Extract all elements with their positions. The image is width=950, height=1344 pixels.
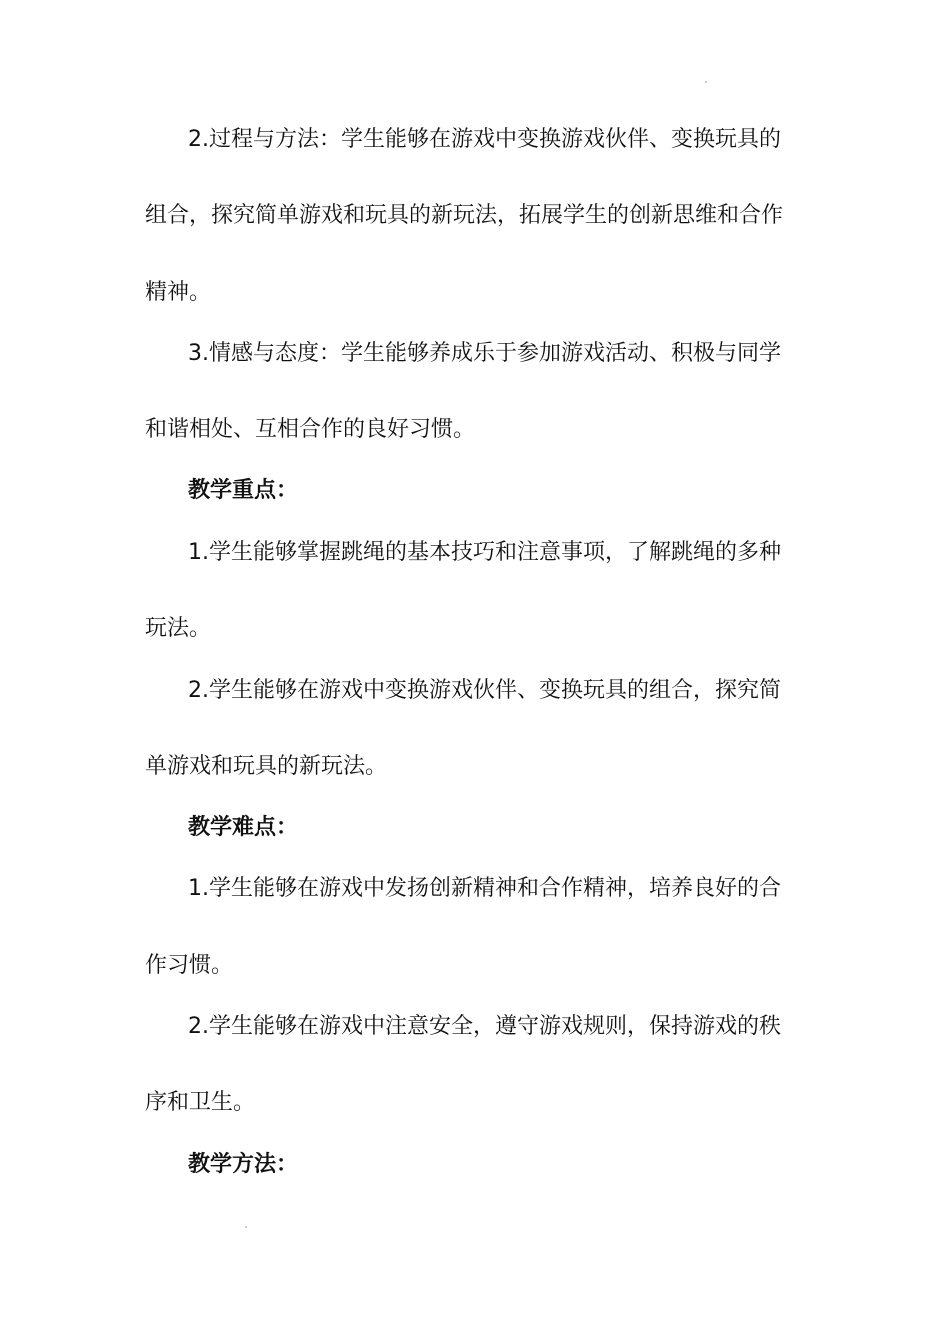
heading-teaching-focus: 教学重点： [188, 478, 299, 503]
paragraph-process-method-line-2: 组合，探究简单游戏和玩具的新玩法，拓展学生的创新思维和合作 [145, 203, 784, 228]
paragraph-difficulty-2-line-2: 序和卫生。 [145, 1090, 256, 1115]
scan-dot-bottom [245, 1226, 247, 1228]
paragraph-difficulty-1-line-1: 1.学生能够在游戏中发扬创新精神和合作精神，培养良好的合 [188, 876, 781, 901]
paragraph-emotion-attitude-line-2: 和谐相处、互相合作的良好习惯。 [145, 417, 476, 442]
paragraph-focus-1-line-2: 玩法。 [145, 616, 212, 641]
paragraph-focus-2-line-2: 单游戏和玩具的新玩法。 [145, 754, 388, 779]
paragraph-process-method-line-3: 精神。 [145, 280, 212, 305]
scan-dot-top [705, 81, 707, 83]
paragraph-emotion-attitude-line-1: 3.情感与态度：学生能够养成乐于参加游戏活动、积极与同学 [188, 341, 781, 366]
paragraph-difficulty-2-line-1: 2.学生能够在游戏中注意安全，遵守游戏规则，保持游戏的秩 [188, 1014, 781, 1039]
heading-teaching-method: 教学方法： [188, 1152, 299, 1177]
heading-teaching-difficulty: 教学难点： [188, 815, 299, 840]
paragraph-process-method-line-1: 2.过程与方法：学生能够在游戏中变换游戏伙伴、变换玩具的 [188, 127, 781, 152]
paragraph-focus-1-line-1: 1.学生能够掌握跳绳的基本技巧和注意事项，了解跳绳的多种 [188, 540, 781, 565]
paragraph-focus-2-line-1: 2.学生能够在游戏中变换游戏伙伴、变换玩具的组合，探究简 [188, 678, 781, 703]
paragraph-difficulty-1-line-2: 作习惯。 [145, 953, 234, 978]
